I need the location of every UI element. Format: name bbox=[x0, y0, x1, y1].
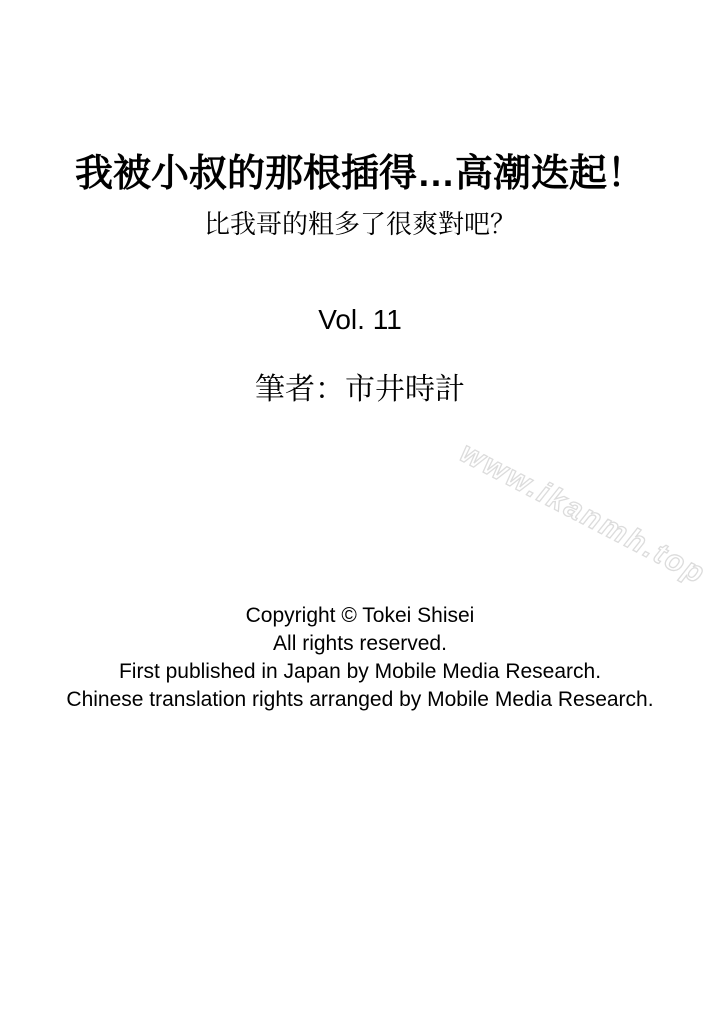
copyright-line-translation: Chinese translation rights arranged by Mobile Media Research. bbox=[66, 688, 654, 711]
copyright-line-owner: Copyright © Tokei Shisei bbox=[245, 604, 475, 627]
copyright-line-rights: All rights reserved. bbox=[273, 632, 447, 655]
comic-title: 我被小叔的那根插得…高潮迭起！ bbox=[74, 153, 645, 195]
copyright-block bbox=[0, 602, 720, 714]
comic-subtitle: 比我哥的粗多了很爽對吧？ bbox=[203, 209, 516, 239]
author-line: 筆者：市井時計 bbox=[255, 373, 465, 406]
site-watermark: www.ikanmh.top bbox=[454, 436, 712, 591]
copyright-line-publisher: First published in Japan by Mobile Media Research. bbox=[118, 660, 602, 683]
volume-label: Vol. 11 bbox=[318, 304, 402, 335]
